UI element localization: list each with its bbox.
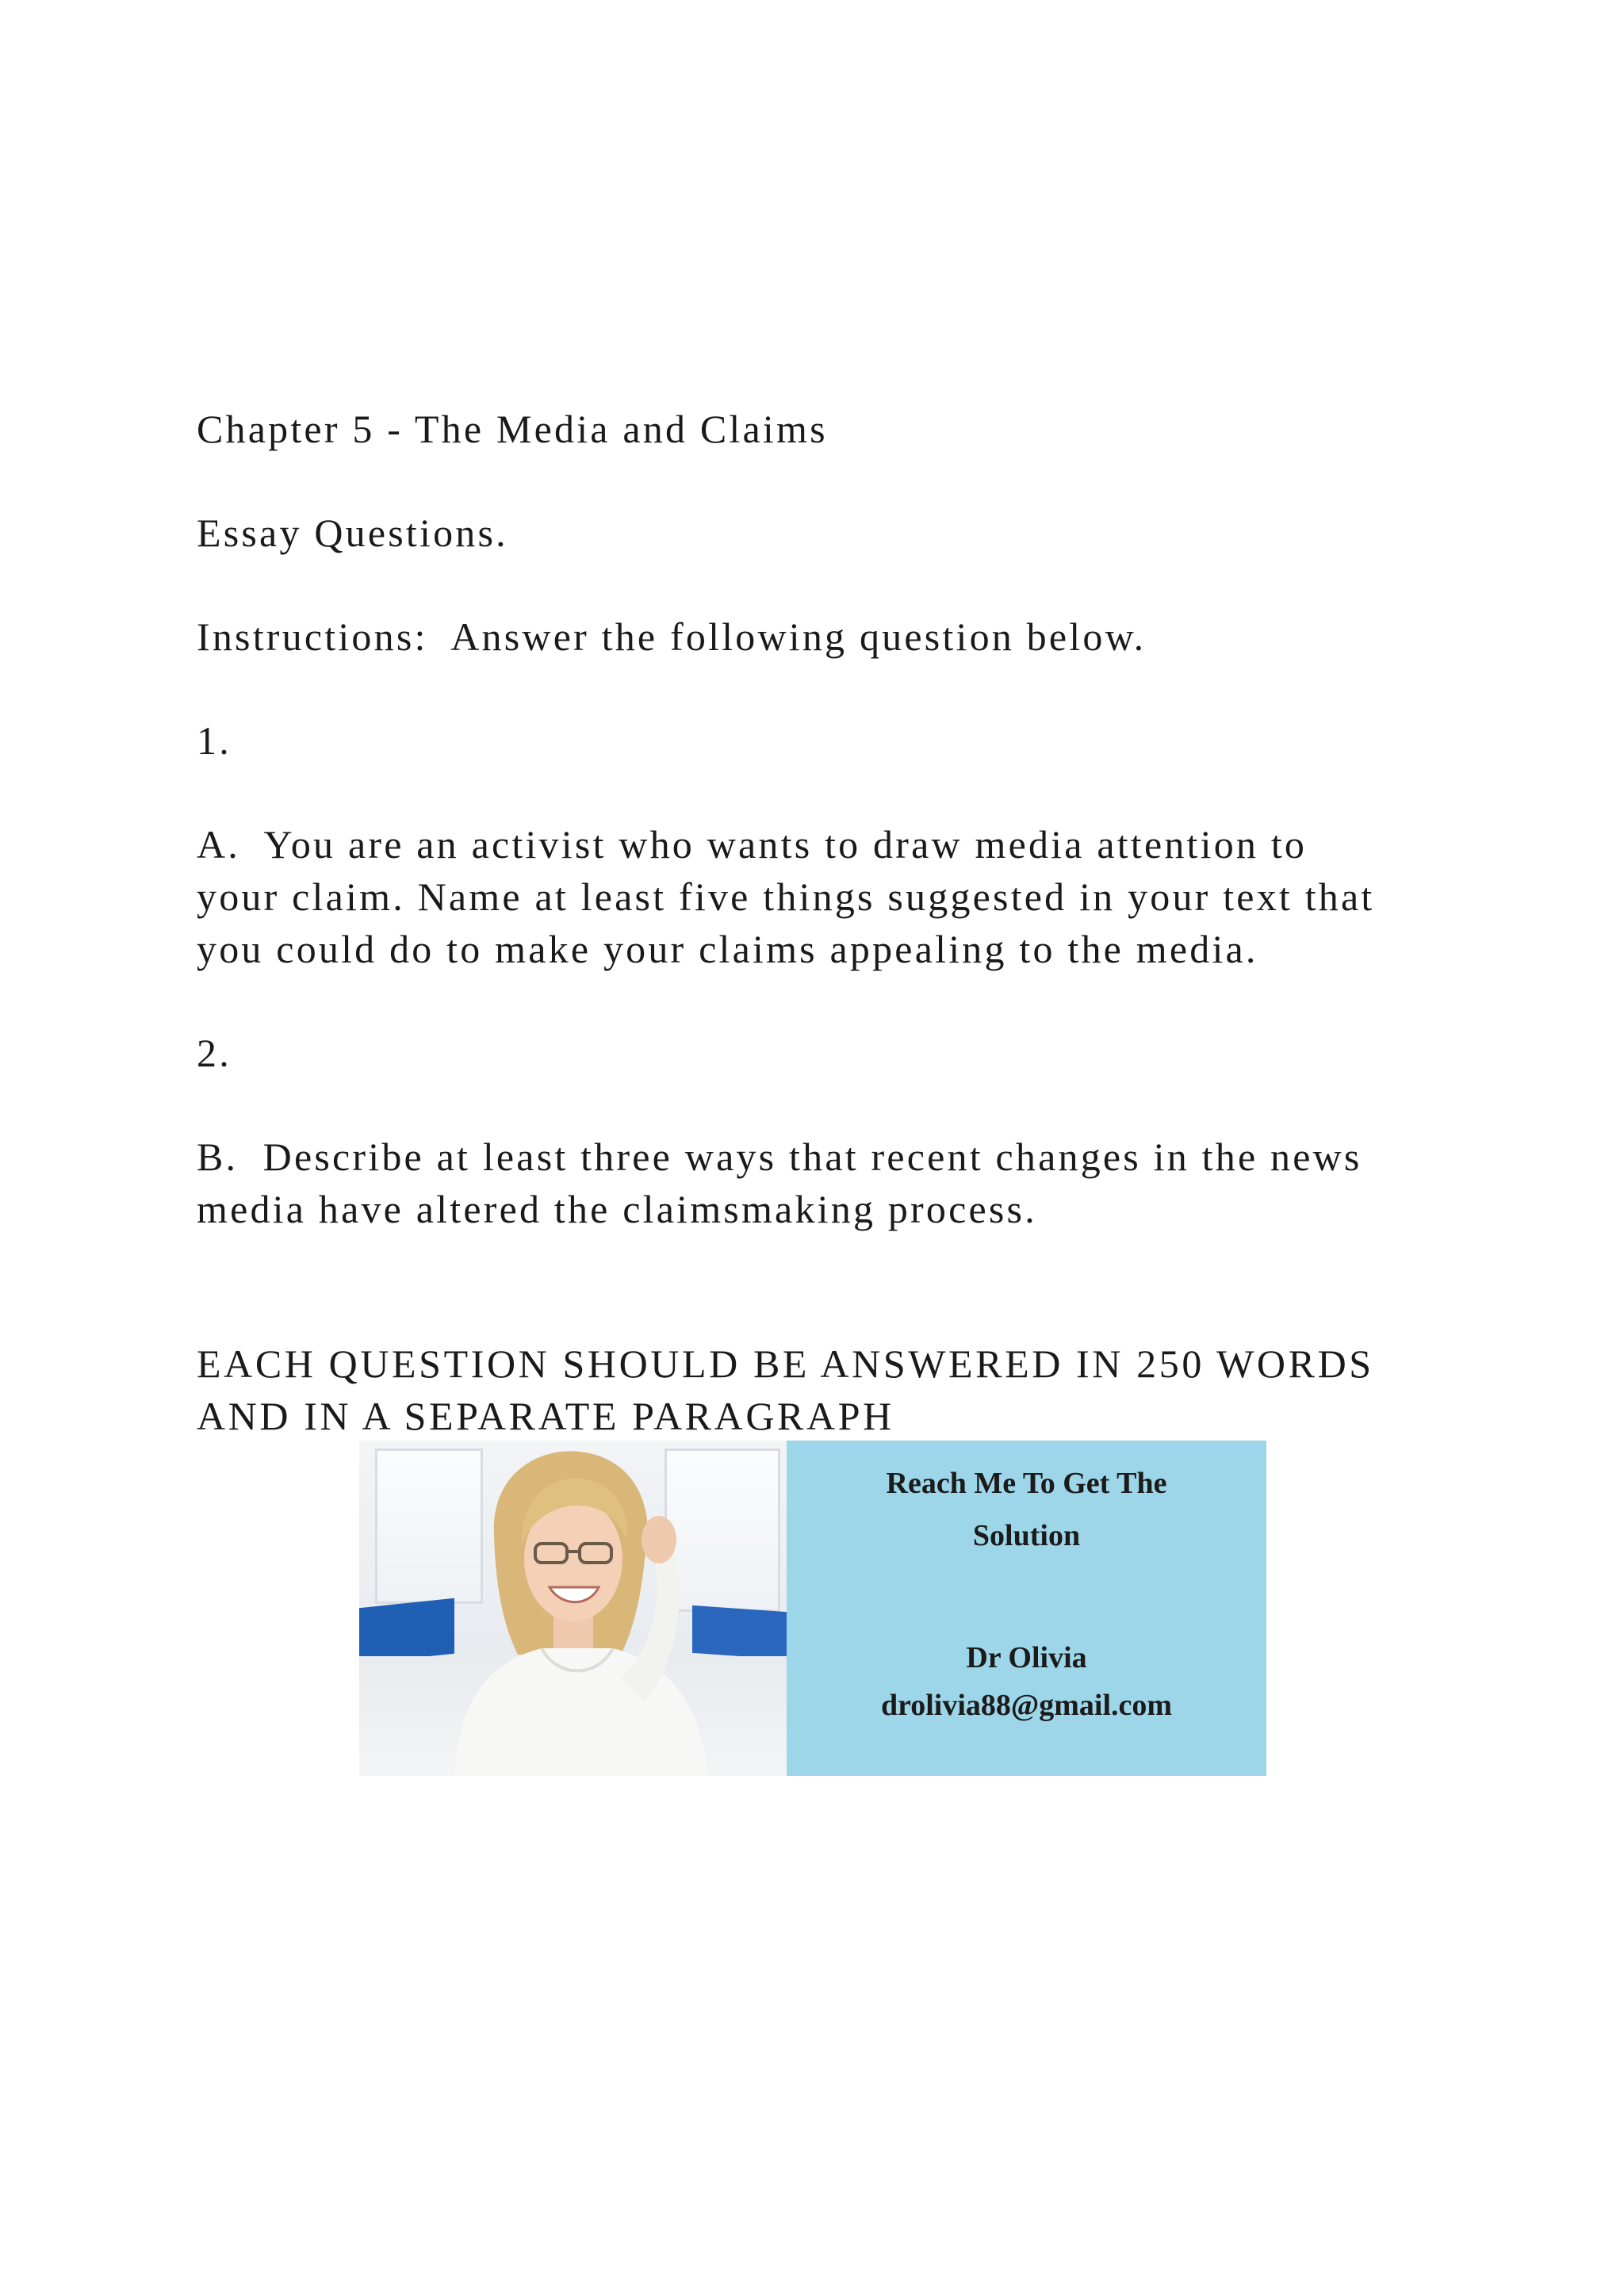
- question-1-line-1: A. You are an activist who wants to draw media attention to: [197, 822, 1308, 867]
- question-number-1: 1.: [197, 718, 232, 763]
- instructions-text: Instructions: Answer the following question below.: [197, 614, 1147, 659]
- contact-card: [787, 1441, 1266, 1776]
- question-number-2: 2.: [197, 1031, 232, 1075]
- contact-advertisement-banner: [359, 1441, 1266, 1776]
- question-2-line-2: media have altered the claimsmaking process.: [197, 1187, 1037, 1231]
- chapter-title: Chapter 5 - The Media and Claims: [197, 407, 828, 451]
- ad-contact-name: Dr Olivia: [966, 1641, 1087, 1674]
- question-1-line-3: you could do to make your claims appealing to the media.: [197, 927, 1258, 971]
- ad-contact-email[interactable]: drolivia88@gmail.com: [880, 1689, 1173, 1722]
- ad-headline-line-1: Reach Me To Get The: [886, 1467, 1167, 1500]
- question-2-line-1: B. Describe at least three ways that recent changes in the news: [197, 1135, 1362, 1179]
- section-heading: Essay Questions.: [197, 511, 508, 555]
- ad-headline-line-2: Solution: [972, 1519, 1081, 1552]
- requirement-line-1: EACH QUESTION SHOULD BE ANSWERED IN 250 WORDS: [197, 1341, 1374, 1386]
- smiling-woman-photo: [359, 1441, 787, 1776]
- question-1-line-2: your claim. Name at least five things suggested in your text that: [197, 874, 1375, 919]
- requirement-line-2: AND IN A SEPARATE PARAGRAPH: [197, 1394, 894, 1438]
- woman-illustration-icon: [359, 1441, 787, 1776]
